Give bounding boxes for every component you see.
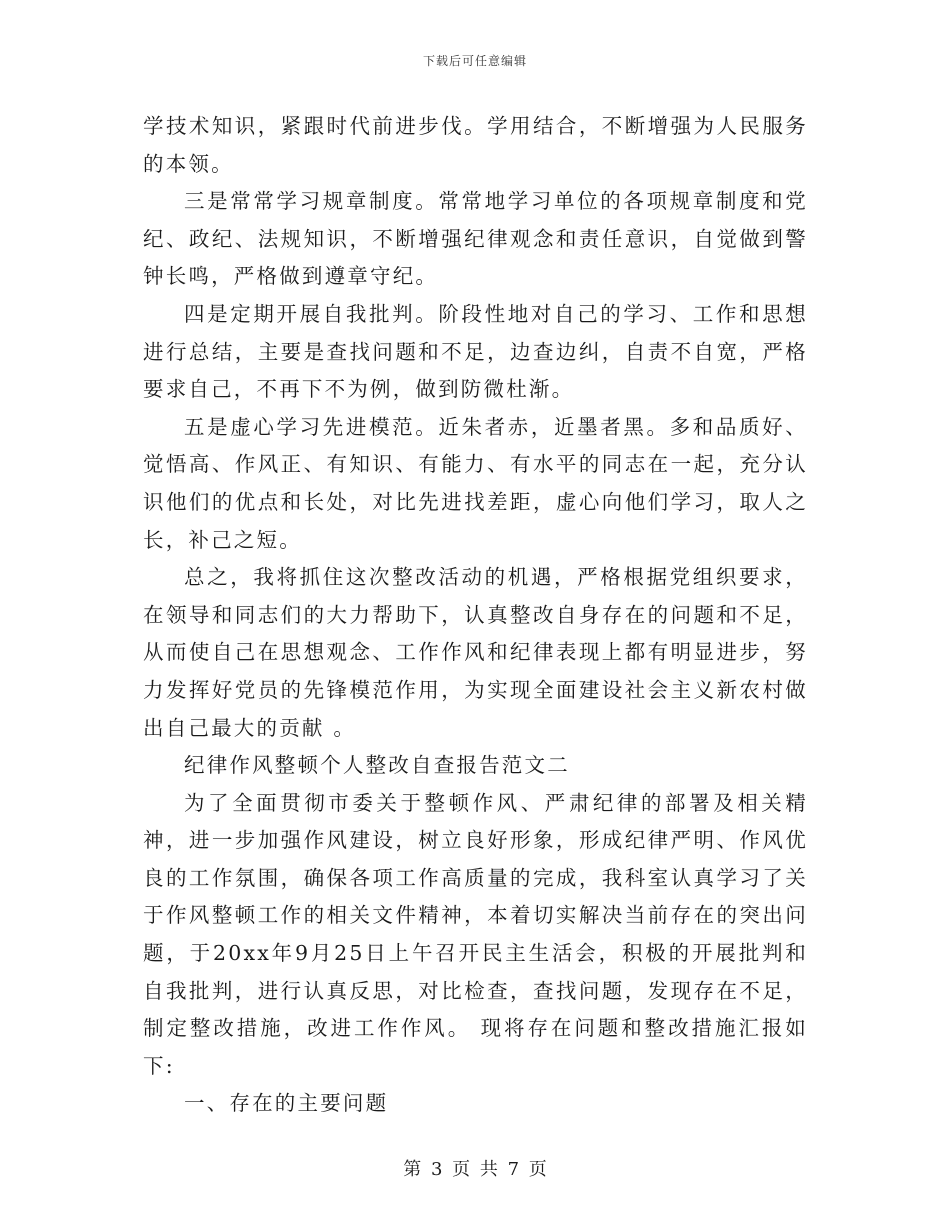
paragraph-3: 四是定期开展自我批判。阶段性地对自己的学习、工作和思想进行总结，主要是查找问题和不足，边查边纠，自责不自宽，严格要求自己，不再下不为例，做到防微杜渐。 bbox=[143, 301, 808, 402]
paragraph-5: 总之，我将抓住这次整改活动的机遇，严格根据党组织要求，在领导和同志们的大力帮助下，认真整改自身存在的问题和不足，从而使自己在思想观念、工作作风和纪律表现上都有明显进步，努力发挥好党员的先锋模范作用，为实现全面建设社会主义新农村做出自己最大的贡献 。 bbox=[143, 565, 808, 740]
page-footer: 第 3 页 共 7 页 bbox=[403, 1159, 547, 1180]
page-header: 下载后可任意编辑 bbox=[422, 54, 527, 68]
section-heading: 一、存在的主要问题 bbox=[184, 1091, 389, 1116]
paragraph-1: 学技术知识，紧跟时代前进步伐。学用结合，不断增强为人民服务的本领。 bbox=[143, 114, 808, 176]
paragraph-6: 为了全面贯彻市委关于整顿作风、严肃纪律的部署及相关精神，进一步加强作风建设，树立良好形象，形成纪律严明、作风优良的工作氛围，确保各项工作高质量的完成，我科室认真学习了关于作风整顿工作的相关文件精神，本着切实解决当前存在的突出问题，于20xx年9月25日上午召开民主生活会，积极的开展批判和自我批判，进行认真反思，对比检查，查找问题，发现存在不足，制定整改措施，改进工作作风。 现将存在问题和整改措施汇报如下: bbox=[143, 790, 808, 1078]
section-title: 纪律作风整顿个人整改自查报告范文二 bbox=[184, 753, 570, 778]
paragraph-4: 五是虚心学习先进模范。近朱者赤，近墨者黑。多和品质好、觉悟高、作风正、有知识、有能力、有水平的同志在一起，充分认识他们的优点和长处，对比先进找差距，虚心向他们学习，取人之长，补己之短。 bbox=[143, 414, 808, 552]
document-body bbox=[143, 108, 808, 1123]
paragraph-2: 三是常常学习规章制度。常常地学习单位的各项规章制度和党纪、政纪、法规知识，不断增强纪律观念和责任意识，自觉做到警钟长鸣，严格做到遵章守纪。 bbox=[143, 189, 808, 289]
